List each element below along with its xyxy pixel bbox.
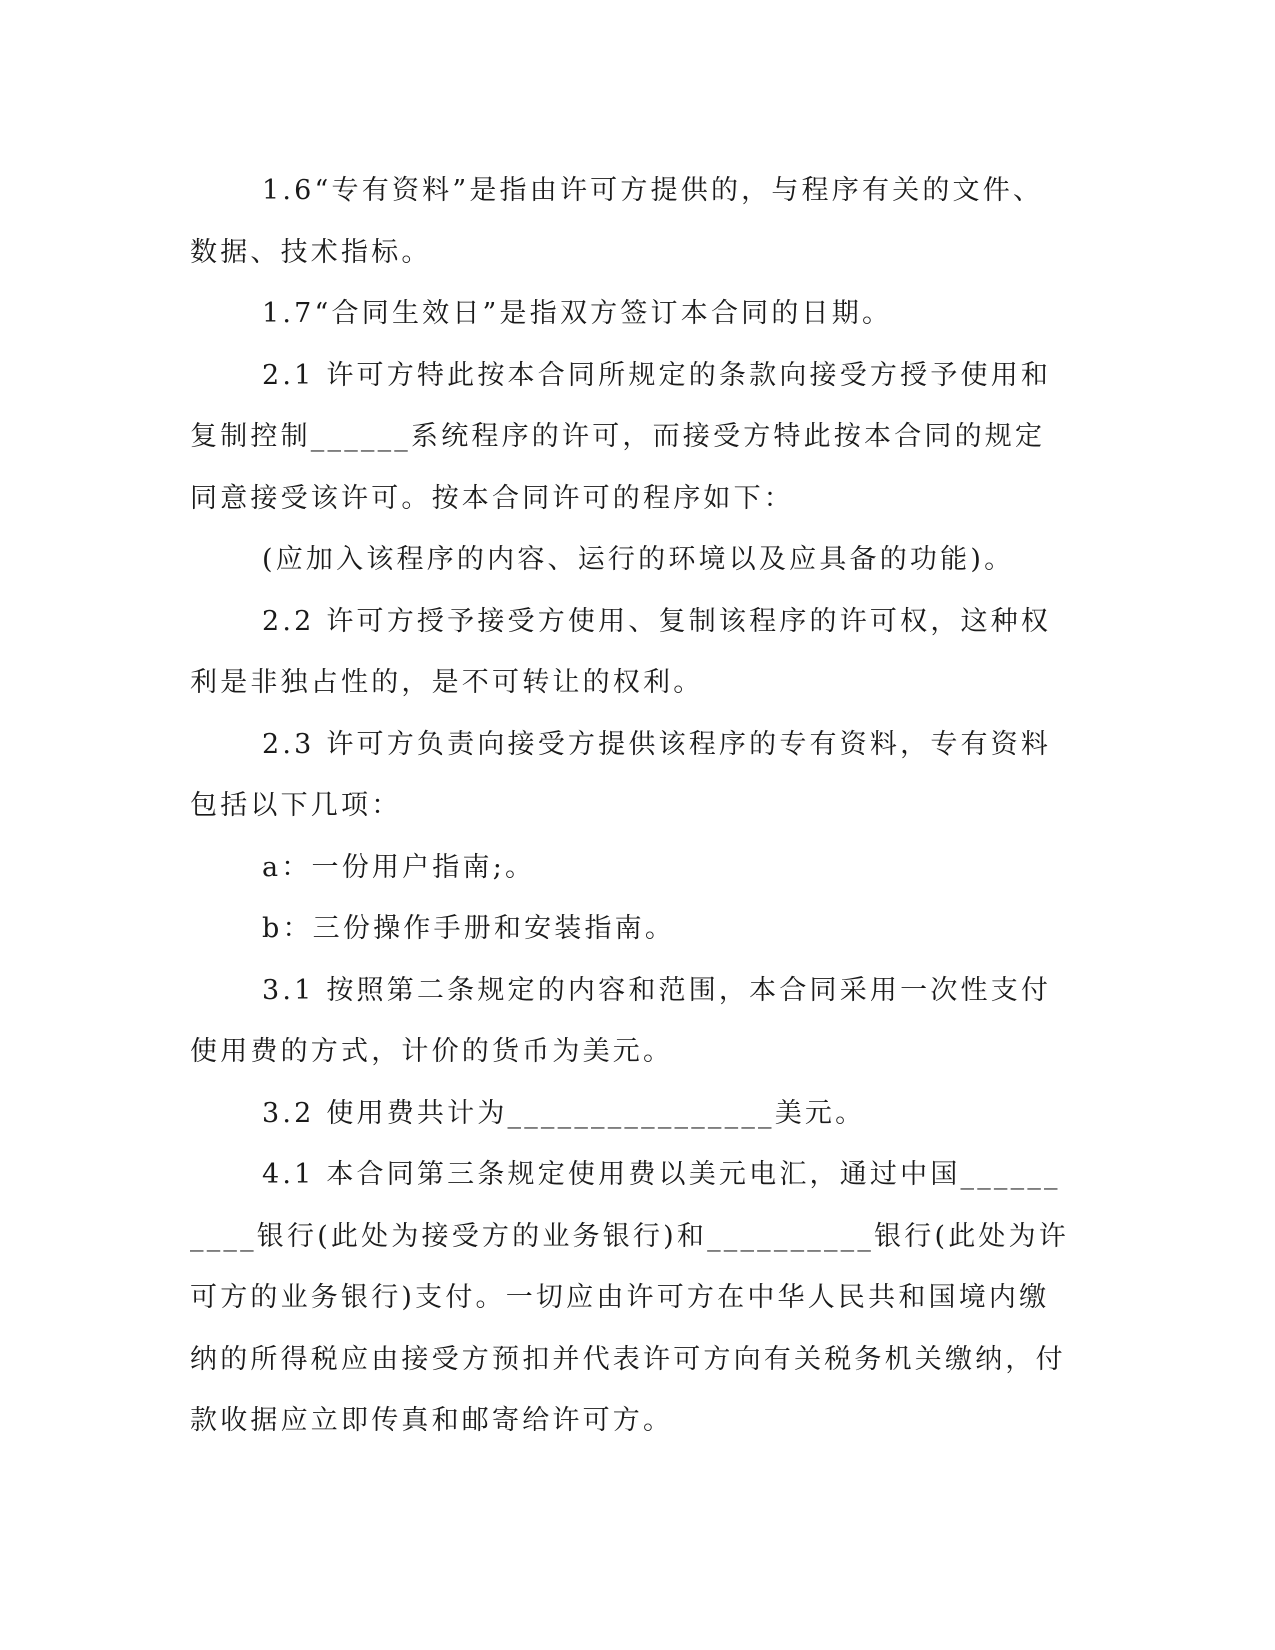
clause-3-2: 3.2 使用费共计为________________美元。 [262,1097,866,1129]
clause-2-1: 2.1 许可方特此按本合同所规定的条款向接受方授予使用和复制控制______系统程序的许可，而接受方特此按本合同的规定同意接受该许可。按本合同许可的程序如下： [190,359,1052,514]
material-item-a: a：一份用户指南;。 [262,851,536,883]
clause-1-6: 1.6“专有资料”是指由许可方提供的，与程序有关的文件、数据、技术指标。 [190,175,1044,268]
clause-2-2: 2.2 许可方授予接受方使用、复制该程序的许可权，这种权利是非独占性的，是不可转让的权利。 [190,605,1052,698]
clause-2-3: 2.3 许可方负责向接受方提供该程序的专有资料，专有资料包括以下几项： [190,728,1052,821]
program-description-note: (应加入该程序的内容、运行的环境以及应具备的功能)。 [262,544,1015,575]
clause-4-1: 4.1 本合同第三条规定使用费以美元电汇，通过中国__________银行(此处为接受方的业务银行)和__________银行(此处为许可方的业务银行)支付。一切应由许可方在中华人民共和国境内缴纳的所得税应由接受方预扣并代表许可方向有关税务机关缴纳，付款收据应立即传真和邮寄给许可方。 [190,1159,1070,1436]
clause-1-7: 1.7“合同生效日”是指双方签订本合同的日期。 [262,298,893,329]
contract-body [190,160,1070,1452]
material-item-b: b：三份操作手册和安装指南。 [262,913,676,944]
clause-3-1: 3.1 按照第二条规定的内容和范围，本合同采用一次性支付使用费的方式，计价的货币为美元。 [190,974,1052,1067]
